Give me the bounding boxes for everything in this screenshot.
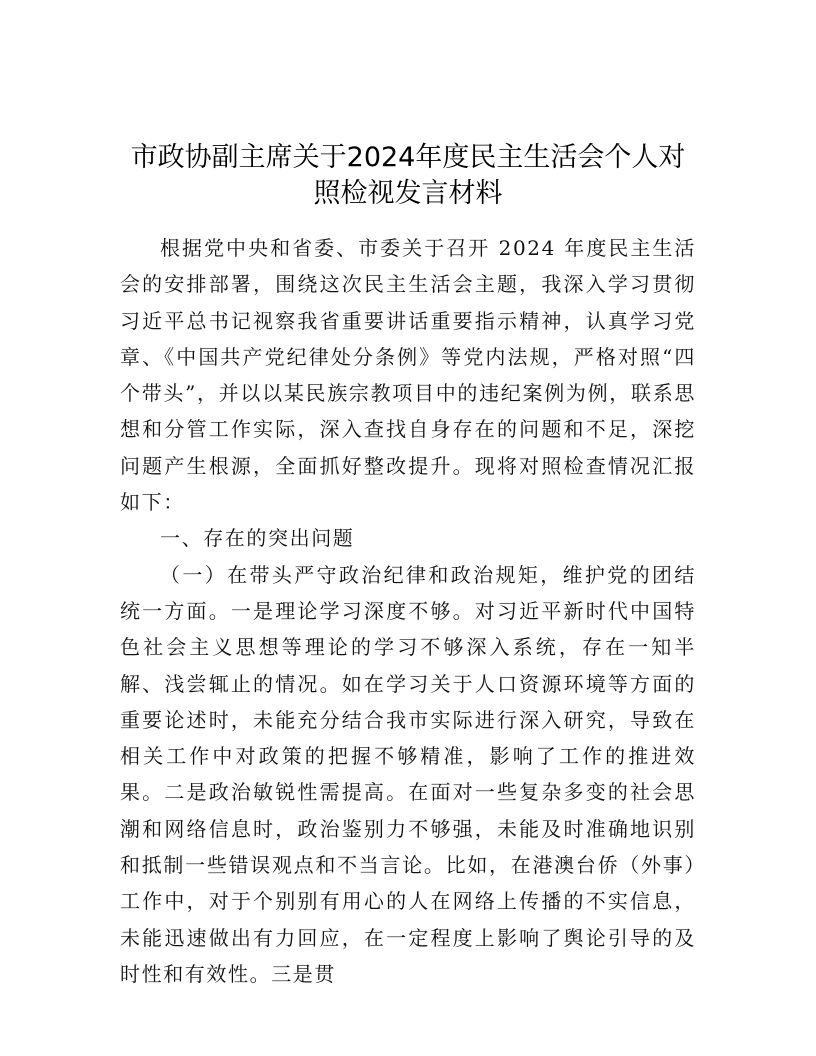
document-body [120,230,696,992]
paragraph-intro: 根据党中央和省委、市委关于召开 2024 年度民主生活会的安排部署，围绕这次民主生活会主题，我深入学习贯彻习近平总书记视察我省重要讲话重要指示精神，认真学习党章、《中国共产党纪律处分条例》等党内法规，严格对照“四个带头”，并以以某民族宗教项目中的违纪案例为例，联系思想和分管工作实际，深入查找自身存在的问题和不足，深挖问题产生根源，全面抓好整改提升。现将对照检查情况汇报如下： [120,236,696,515]
title-line-1: 市政协副主席关于2024年度民主生活会个人对 [130,142,686,173]
document-title [120,140,696,212]
paragraph-problems: （一）在带头严守政治纪律和政治规矩，维护党的团结统一方面。一是理论学习深度不够。对习近平新时代中国特色社会主义思想等理论的学习不够深入系统，存在一知半解、浅尝辄止的情况。如在学习关于人口资源环境等方面的重要论述时，未能充分结合我市实际进行深入研究，导致在相关工作中对政策的把握不够精准，影响了工作的推进效果。二是政治敏锐性需提高。在面对一些复杂多变的社会思潮和网络信息时，政治鉴别力不够强，未能及时准确地识别和抵制一些错误观点和不当言论。比如，在港澳台侨（外事）工作中，对于个别别有用心的人在网络上传播的不实信息，未能迅速做出有力回应，在一定程度上影响了舆论引导的及时性和有效性。三是贯 [120,562,696,986]
title-line-2: 照检视发言材料 [313,178,503,209]
section-heading: 一、存在的突出问题 [160,526,355,551]
